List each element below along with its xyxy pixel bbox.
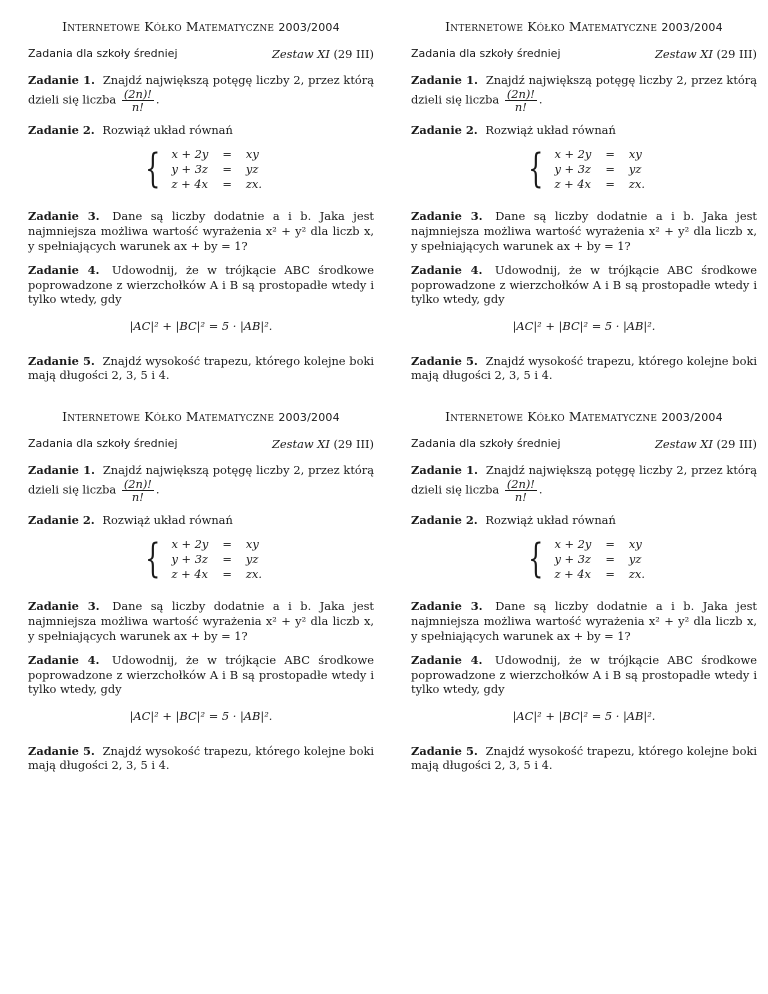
task-text: Znajdź największą potęgę liczby 2, przez którą dzieli się liczba [411,463,757,497]
school-level: Zadania dla szkoły średniej [28,436,178,450]
sheet-subheader [411,47,757,62]
equation-right: yz [245,552,259,567]
task-2 [411,513,757,528]
set-date: (29 III) [716,46,757,61]
task-label: Zadanie 3. [411,209,483,224]
school-level: Zadania dla szkoły średniej [411,46,561,60]
fraction-numerator: (2n)! [123,476,152,491]
fraction-denominator: n! [514,489,527,504]
sheet-year: 2003/2004 [278,411,340,424]
equation-right: xy [628,537,642,552]
task-text: Znajdź wysokość trapezu, którego kolejne boki mają długości 2, 3, 5 i 4. [28,353,374,383]
task-4 [411,653,757,697]
equation-left: z + 4x [554,566,591,581]
equation-right: yz [628,162,642,177]
equation-system [28,537,374,581]
task-text: Rozwiąż układ równań [485,122,616,137]
task-text-end: . [155,92,160,107]
task-5 [411,354,757,383]
task-text: Rozwiąż układ równań [485,512,616,527]
task-label: Zadanie 4. [411,653,483,668]
task-4 [28,653,374,697]
equals-sign: = [222,537,232,552]
task-3 [28,599,374,643]
left-brace-icon: { [528,536,544,583]
sheet-title: Internetowe Kółko Matematyczne [445,409,658,424]
equation-left: y + 3z [554,552,591,567]
equation-right: xy [245,147,259,162]
task-text: Znajdź największą potęgę liczby 2, przez którą dzieli się liczba [411,73,757,107]
fraction-numerator: (2n)! [123,86,152,101]
task-text-end: . [155,482,160,497]
equation-right: yz [628,552,642,567]
equations [554,147,645,191]
task-text: Dane są liczby dodatnie a i b. Jaka jest najmniejsza możliwa wartość wyrażenia x² + y² dla liczb x, y spełniających warunek ax + by = 1? [28,599,374,643]
task-text: Znajdź wysokość trapezu, którego kolejne boki mają długości 2, 3, 5 i 4. [28,743,374,773]
equals-sign: = [222,552,232,567]
equation-right: zx. [245,176,262,191]
left-brace-icon: { [528,146,544,193]
equations [171,537,262,581]
equation-left: y + 3z [171,552,208,567]
task-4 [28,263,374,307]
task-label: Zadanie 2. [28,512,95,527]
task-label: Zadanie 5. [28,743,95,758]
equation-left: z + 4x [171,176,208,191]
task-text: Dane są liczby dodatnie a i b. Jaka jest najmniejsza możliwa wartość wyrażenia x² + y² dla liczb x, y spełniających warunek ax + by = 1? [28,209,374,253]
equals-sign: = [222,162,232,177]
task-3 [411,599,757,643]
task-text: Rozwiąż układ równań [102,122,233,137]
fraction [505,478,537,503]
task-5 [28,744,374,773]
equals-sign: = [605,162,615,177]
set-name: Zestaw XI [655,436,713,451]
task-label: Zadanie 3. [28,209,100,224]
sheet-subheader [411,437,757,452]
equation-right: yz [245,162,259,177]
display-formula: |AC|² + |BC|² = 5 · |AB|². [129,708,273,723]
task-3 [28,209,374,253]
equation-left: x + 2y [171,537,209,552]
task-label: Zadanie 4. [28,263,100,278]
equation-left: y + 3z [554,162,591,177]
sheet-year: 2003/2004 [661,21,723,34]
set-date: (29 III) [716,436,757,451]
equation-left: z + 4x [171,566,208,581]
task-label: Zadanie 5. [411,743,478,758]
task-1 [411,463,757,503]
task-text: Dane są liczby dodatnie a i b. Jaka jest najmniejsza możliwa wartość wyrażenia x² + y² dla liczb x, y spełniających warunek ax + by = 1? [411,599,757,643]
equals-sign: = [605,176,615,191]
set-info [655,437,757,452]
equation-system [28,147,374,191]
sheet-header [411,20,757,36]
equation-left: x + 2y [554,537,592,552]
display-formula: |AC|² + |BC|² = 5 · |AB|². [512,318,656,333]
equation-right: zx. [628,176,645,191]
sheet-title: Internetowe Kółko Matematyczne [445,19,658,34]
sheet-title: Internetowe Kółko Matematyczne [62,409,275,424]
equation-left: y + 3z [171,162,208,177]
task-label: Zadanie 1. [28,463,95,478]
task-label: Zadanie 4. [28,653,100,668]
equations [554,537,645,581]
task-1 [28,463,374,503]
equals-sign: = [605,566,615,581]
fraction [505,88,537,113]
task-label: Zadanie 2. [411,122,478,137]
equations [171,147,262,191]
sheet-header [28,20,374,36]
set-name: Zestaw XI [272,46,330,61]
task-label: Zadanie 2. [28,122,95,137]
task-text: Rozwiąż układ równań [102,512,233,527]
set-name: Zestaw XI [655,46,713,61]
sheet-title: Internetowe Kółko Matematyczne [62,19,275,34]
equation-right: xy [245,537,259,552]
task-2 [28,513,374,528]
display-formula: |AC|² + |BC|² = 5 · |AB|². [129,318,273,333]
sheet-subheader [28,47,374,62]
task-label: Zadanie 3. [28,599,100,614]
task-label: Zadanie 5. [28,353,95,368]
school-level: Zadania dla szkoły średniej [28,46,178,60]
equation-left: z + 4x [554,176,591,191]
task-4 [411,263,757,307]
task-label: Zadanie 3. [411,599,483,614]
equals-sign: = [222,566,232,581]
left-brace-icon: { [145,536,161,583]
fraction [122,478,154,503]
fraction [122,88,154,113]
school-level: Zadania dla szkoły średniej [411,436,561,450]
task-2 [411,123,757,138]
sheet-bottom-left [28,410,374,783]
equation-system [411,537,757,581]
equals-sign: = [605,147,615,162]
fraction-denominator: n! [131,489,144,504]
task-label: Zadanie 2. [411,512,478,527]
set-name: Zestaw XI [272,436,330,451]
equation-right: zx. [245,566,262,581]
task-1 [411,73,757,113]
set-info [272,437,374,452]
sheet-top-left [28,20,374,393]
set-date: (29 III) [333,46,374,61]
equals-sign: = [222,147,232,162]
task-label: Zadanie 4. [411,263,483,278]
fraction-denominator: n! [514,99,527,114]
task-2 [28,123,374,138]
equation-left: x + 2y [554,147,592,162]
equals-sign: = [605,552,615,567]
task-1 [28,73,374,113]
task-5 [28,354,374,383]
sheet-year: 2003/2004 [278,21,340,34]
task-text: Znajdź największą potęgę liczby 2, przez którą dzieli się liczba [28,463,374,497]
task-text: Znajdź wysokość trapezu, którego kolejne boki mają długości 2, 3, 5 i 4. [411,353,757,383]
sheet-top-right [411,20,757,393]
equation-right: xy [628,147,642,162]
task-text: Dane są liczby dodatnie a i b. Jaka jest najmniejsza możliwa wartość wyrażenia x² + y² dla liczb x, y spełniających warunek ax + by = 1? [411,209,757,253]
task-text: Udowodnij, że w trójkącie ABC środkowe poprowadzone z wierzchołków A i B są prostopadłe wtedy i tylko wtedy, gdy [28,653,374,697]
fraction-numerator: (2n)! [506,476,535,491]
sheet-header [28,410,374,426]
task-text: Udowodnij, że w trójkącie ABC środkowe poprowadzone z wierzchołków A i B są prostopadłe wtedy i tylko wtedy, gdy [28,263,374,307]
equation-left: x + 2y [171,147,209,162]
equation-system [411,147,757,191]
sheet-year: 2003/2004 [661,411,723,424]
sheet-bottom-right [411,410,757,783]
task-label: Zadanie 1. [411,463,478,478]
task-5 [411,744,757,773]
left-brace-icon: { [145,146,161,193]
equals-sign: = [222,176,232,191]
sheet-subheader [28,437,374,452]
set-info [655,47,757,62]
task-3 [411,209,757,253]
fraction-numerator: (2n)! [506,86,535,101]
task-label: Zadanie 1. [28,73,95,88]
set-date: (29 III) [333,436,374,451]
fraction-denominator: n! [131,99,144,114]
task-label: Zadanie 1. [411,73,478,88]
task-text: Udowodnij, że w trójkącie ABC środkowe poprowadzone z wierzchołków A i B są prostopadłe wtedy i tylko wtedy, gdy [411,653,757,697]
task-text-end: . [538,482,543,497]
task-text: Znajdź wysokość trapezu, którego kolejne boki mają długości 2, 3, 5 i 4. [411,743,757,773]
task-text: Udowodnij, że w trójkącie ABC środkowe poprowadzone z wierzchołków A i B są prostopadłe wtedy i tylko wtedy, gdy [411,263,757,307]
task-label: Zadanie 5. [411,353,478,368]
task-text-end: . [538,92,543,107]
set-info [272,47,374,62]
sheet-header [411,410,757,426]
display-formula: |AC|² + |BC|² = 5 · |AB|². [512,708,656,723]
equals-sign: = [605,537,615,552]
task-text: Znajdź największą potęgę liczby 2, przez którą dzieli się liczba [28,73,374,107]
equation-right: zx. [628,566,645,581]
